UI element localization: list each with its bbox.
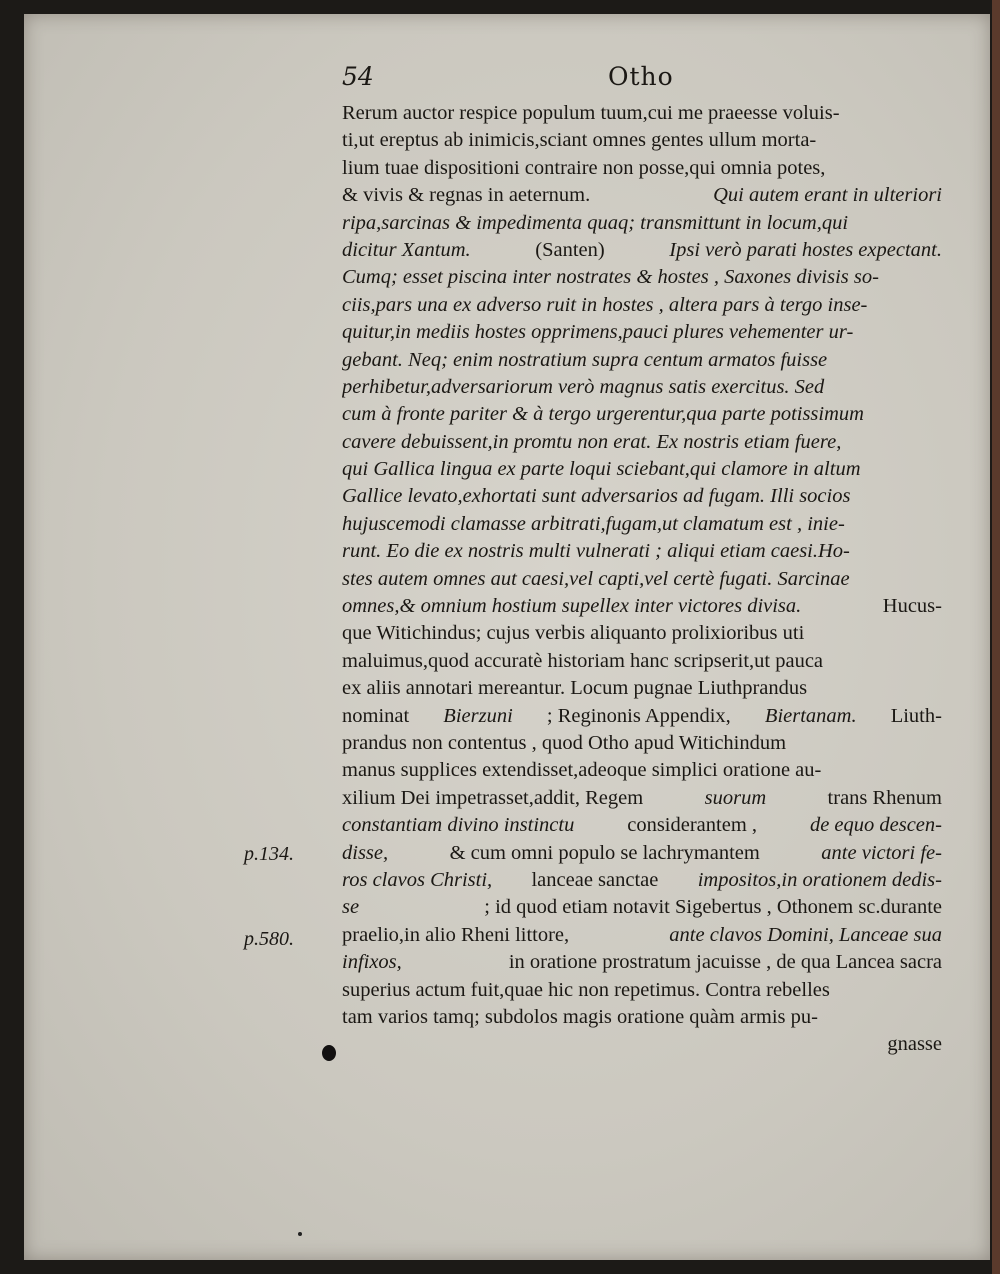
text-line bbox=[342, 374, 942, 401]
text-line bbox=[342, 949, 942, 976]
italic-text: qui Gallica lingua ex parte loqui sciebant,qui clamore in altum bbox=[342, 458, 861, 481]
text-line bbox=[342, 538, 942, 565]
roman-text: superius actum fuit,quae hic non repetimus. Contra rebelles bbox=[342, 978, 830, 1001]
text-line bbox=[342, 182, 942, 209]
italic-text: ripa,sarcinas & impedimenta quaq; transmittunt in locum,qui bbox=[342, 211, 849, 234]
roman-text: & cum omni populo se lachrymantem bbox=[449, 841, 760, 864]
italic-text: Biertanam. bbox=[764, 704, 857, 727]
italic-text: Bierzuni bbox=[443, 704, 513, 727]
text-line bbox=[342, 456, 942, 483]
italic-text: Cumq; esset piscina inter nostrates & hostes , Saxones divisis so- bbox=[342, 266, 879, 289]
text-line bbox=[342, 977, 942, 1004]
italic-text: ante victori fe- bbox=[821, 841, 942, 864]
text-line bbox=[342, 840, 942, 867]
roman-text: tam varios tamq; subdolos magis oratione quàm armis pu- bbox=[342, 1005, 818, 1028]
text-line bbox=[342, 922, 942, 949]
text-line bbox=[342, 593, 942, 620]
italic-text: dicitur Xantum. bbox=[342, 238, 471, 261]
roman-text: in oratione prostratum jacuisse , de qua Lancea sacra bbox=[508, 951, 942, 974]
roman-text: xilium Dei impetrasset,addit, Regem bbox=[342, 786, 644, 809]
italic-text: omnes,& omnium hostium supellex inter victores divisa. bbox=[342, 595, 802, 618]
roman-text: & vivis & regnas in aeternum. bbox=[342, 184, 591, 207]
text-line bbox=[342, 867, 942, 894]
body-text bbox=[342, 100, 942, 1059]
roman-text: ; id quod etiam notavit Sigebertus , Othonem sc.durante bbox=[484, 896, 942, 919]
text-line bbox=[342, 429, 942, 456]
text-line bbox=[342, 894, 942, 921]
roman-text: ex aliis annotari mereantur. Locum pugnae Liuthprandus bbox=[342, 677, 808, 700]
running-head: Otho bbox=[608, 62, 674, 91]
text-line bbox=[342, 812, 942, 839]
text-line bbox=[342, 730, 942, 757]
italic-text: disse, bbox=[342, 841, 389, 864]
text-line bbox=[342, 566, 942, 593]
text-line bbox=[342, 319, 942, 346]
italic-text: cum à fronte pariter & à tergo urgerentur,qua parte potissimum bbox=[342, 403, 864, 426]
roman-text: lanceae sanctae bbox=[531, 868, 659, 891]
italic-text: Qui autem erant in ulteriori bbox=[713, 184, 942, 207]
page-header bbox=[342, 62, 942, 96]
roman-text: (Santen) bbox=[535, 238, 605, 261]
text-line bbox=[342, 401, 942, 428]
italic-text: constantiam divino instinctu bbox=[342, 814, 575, 837]
italic-text: perhibetur,adversariorum verò magnus satis exercitus. Sed bbox=[342, 375, 825, 398]
italic-text: quitur,in mediis hostes opprimens,pauci plures vehementer ur- bbox=[342, 321, 854, 344]
roman-text: Rerum auctor respice populum tuum,cui me praeesse voluis- bbox=[342, 102, 840, 124]
text-line bbox=[342, 785, 942, 812]
text-line bbox=[342, 757, 942, 784]
margin-note: p.580. bbox=[244, 928, 294, 950]
roman-text: que Witichindus; cujus verbis aliquanto prolixioribus uti bbox=[342, 622, 805, 645]
italic-text: gebant. Neq; enim nostratium supra centum armatos fuisse bbox=[342, 348, 828, 371]
italic-text: ante clavos Domini, Lanceae sua bbox=[669, 923, 942, 946]
text-line bbox=[342, 347, 942, 374]
roman-text: trans Rhenum bbox=[827, 786, 942, 809]
roman-text: lium tuae dispositioni contraire non posse,qui omnia potes, bbox=[342, 156, 826, 179]
roman-text: manus supplices extendisset,adeoque simplici oratione au- bbox=[342, 759, 822, 782]
text-line bbox=[342, 1031, 942, 1058]
text-line bbox=[342, 648, 942, 675]
italic-text: suorum bbox=[704, 786, 767, 809]
roman-text: ti,ut ereptus ab inimicis,sciant omnes gentes ullum morta- bbox=[342, 129, 817, 152]
italic-text: cavere debuissent,in promtu non erat. Ex nostris etiam fuere, bbox=[342, 430, 842, 453]
italic-text: Ipsi verò parati hostes expectant. bbox=[669, 238, 942, 261]
text-line bbox=[342, 511, 942, 538]
text-line bbox=[342, 210, 942, 237]
text-line bbox=[342, 127, 942, 154]
roman-text: gnasse bbox=[887, 1033, 942, 1056]
page-edge bbox=[992, 0, 1000, 1274]
text-line bbox=[342, 703, 942, 730]
text-line bbox=[342, 483, 942, 510]
text-line bbox=[342, 292, 942, 319]
ink-blot bbox=[322, 1045, 336, 1061]
italic-text: ciis,pars una ex adverso ruit in hostes , altera pars à tergo inse- bbox=[342, 293, 868, 316]
text-line bbox=[342, 100, 942, 127]
roman-text: nominat bbox=[342, 704, 410, 727]
italic-text: de equo descen- bbox=[809, 814, 942, 837]
italic-text: infixos, bbox=[342, 951, 402, 974]
margin-note: p.134. bbox=[244, 843, 294, 865]
italic-text: se bbox=[342, 896, 360, 919]
text-line bbox=[342, 675, 942, 702]
text-line bbox=[342, 264, 942, 291]
italic-text: ros clavos Christi, bbox=[342, 868, 493, 891]
roman-text: praelio,in alio Rheni littore, bbox=[342, 923, 570, 946]
text-line bbox=[342, 237, 942, 264]
ink-speck bbox=[298, 1232, 302, 1236]
italic-text: impositos,in orationem dedis- bbox=[697, 868, 942, 891]
italic-text: Gallice levato,exhortati sunt adversarios ad fugam. Illi socios bbox=[342, 485, 851, 508]
text-line bbox=[342, 155, 942, 182]
text-line bbox=[342, 1004, 942, 1031]
roman-text: prandus non contentus , quod Otho apud Witichindum bbox=[342, 731, 787, 754]
roman-text: Liuth- bbox=[890, 704, 942, 727]
roman-text: considerantem , bbox=[627, 814, 758, 837]
italic-text: stes autem omnes aut caesi,vel capti,vel certè fugati. Sarcinae bbox=[342, 567, 850, 590]
text-line bbox=[342, 620, 942, 647]
roman-text: ; Reginonis Appendix, bbox=[546, 704, 731, 727]
roman-text: Hucus- bbox=[882, 595, 942, 618]
italic-text: runt. Eo die ex nostris multi vulnerati ; aliqui etiam caesi.Ho- bbox=[342, 540, 850, 563]
roman-text: maluimus,quod accuratè historiam hanc scripserit,ut pauca bbox=[342, 649, 824, 672]
italic-text: hujuscemodi clamasse arbitrati,fugam,ut clamatum est , inie- bbox=[342, 512, 845, 535]
page-number: 54 bbox=[342, 62, 374, 91]
